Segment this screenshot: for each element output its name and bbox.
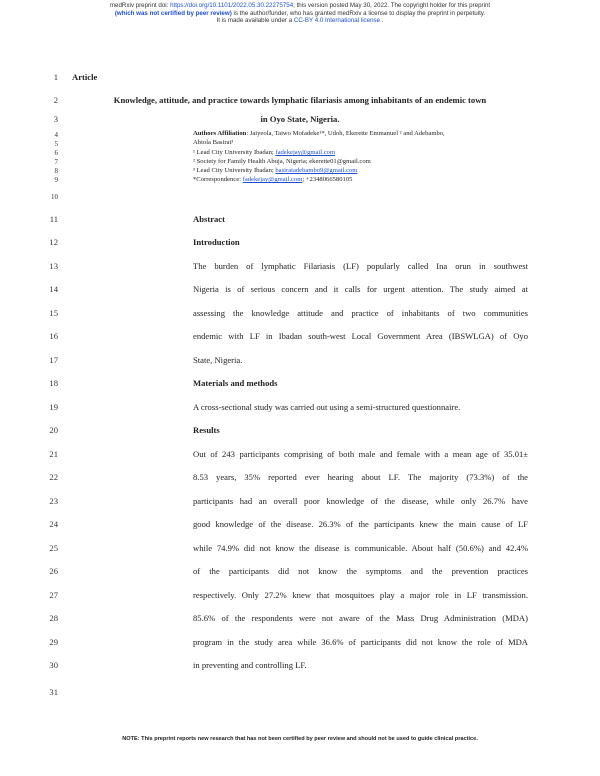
intro-line: State, Nigeria. xyxy=(193,355,243,365)
header-text: . xyxy=(380,17,384,25)
line-number: 13 xyxy=(49,261,58,271)
correspondence-label: *Correspondence: xyxy=(193,176,243,183)
preprint-header xyxy=(0,2,600,25)
line-number: 24 xyxy=(49,519,58,529)
line-number: 29 xyxy=(49,637,58,647)
authors-affiliation-label: Authors Affiliation xyxy=(193,130,247,137)
line-number: 6 xyxy=(54,149,58,157)
intro-line: assessing the knowledge attitude and practice of inhabitants of two communities xyxy=(193,308,528,318)
line-number: 26 xyxy=(49,566,58,576)
line-number: 12 xyxy=(49,237,58,247)
results-heading: Results xyxy=(193,425,220,435)
line-number: 20 xyxy=(49,425,58,435)
line-number: 14 xyxy=(49,284,58,294)
results-line: participants had an overall poor knowledge of the disease, while only 26.7% have xyxy=(193,496,528,506)
line-number: 1 xyxy=(53,72,58,82)
affiliation-1 xyxy=(193,149,335,156)
line-number: 5 xyxy=(54,140,58,148)
line-number: 30 xyxy=(49,660,58,670)
line-number: 21 xyxy=(49,449,58,459)
author-list xyxy=(193,130,445,137)
results-line: of the participants did not know the symptoms and the prevention practices xyxy=(193,566,528,576)
peer-review-notice: (which was not certified by peer review) xyxy=(114,9,232,17)
paper-title-line-1: Knowledge, attitude, and practice towards lymphatic filariasis among inhabitants of an endemic town xyxy=(113,95,487,105)
line-number: 7 xyxy=(54,158,58,166)
license-link[interactable]: CC-BY 4.0 International license xyxy=(293,17,381,25)
abstract-heading: Abstract xyxy=(193,214,225,224)
line-number: 18 xyxy=(49,378,58,388)
line-number: 28 xyxy=(49,613,58,623)
line-number: 16 xyxy=(49,331,58,341)
affiliation-text: ³ Lead City University Ibadan; xyxy=(193,167,276,174)
results-line: Out of 243 participants comprising of both male and female with a mean age of 35.01± xyxy=(193,449,528,459)
header-text: ; this version posted May 30, 2022. The copyright holder for this preprint xyxy=(293,2,491,9)
results-line: in preventing and controlling LF. xyxy=(193,660,307,670)
affiliation-text: ¹ Lead City University Ibadan; xyxy=(193,149,276,156)
header-text: medRxiv preprint doi: xyxy=(109,2,171,9)
header-line-3 xyxy=(0,17,600,25)
article-label: Article xyxy=(72,72,98,82)
line-number: 9 xyxy=(54,176,58,184)
paper-title-line-2: in Oyo State, Nigeria. xyxy=(260,114,340,124)
introduction-heading: Introduction xyxy=(193,237,240,247)
header-line-1 xyxy=(0,2,600,10)
results-line: 8.53 years, 35% reported ever hearing about LF. The majority (73.3%) of the xyxy=(193,472,528,482)
line-number: 15 xyxy=(49,308,58,318)
correspondence-email-link[interactable]: fadekejay@gmail.com xyxy=(242,176,303,183)
line-number: 3 xyxy=(53,114,58,124)
author-names-continued: Abiola Basirat³ xyxy=(193,139,234,146)
line-number: 31 xyxy=(49,687,58,697)
intro-line: The burden of lymphatic Filariasis (LF) popularly called Ina orun in southwest xyxy=(193,261,528,271)
author-names: : Jaiyeola, Taiwo Mofadeke¹*, Udoh, Ekerette Emmanuel ² and Adebambo, xyxy=(246,130,445,137)
email-link-3[interactable]: basiratadebambo9@gmail.com xyxy=(275,167,358,174)
affiliation-2: ² Society for Family Health Abuja, Nigeria; ekerette01@gmail.com xyxy=(193,158,371,165)
correspondence-phone: ; +2348066580105 xyxy=(302,176,353,183)
line-number: 11 xyxy=(49,214,58,224)
header-line-2 xyxy=(0,10,600,18)
doi-link[interactable]: https://doi.org/10.1101/2022.05.30.22275754 xyxy=(170,2,294,9)
methods-line: A cross-sectional study was carried out using a semi-structured questionnaire. xyxy=(193,402,461,412)
line-number: 10 xyxy=(51,193,58,201)
intro-line: endemic with LF in Ibadan south-west Local Government Area (IBSWLGA) of Oyo xyxy=(193,331,528,341)
results-line: good knowledge of the disease. 26.3% of the participants knew the main cause of LF xyxy=(193,519,528,529)
correspondence xyxy=(193,176,352,183)
affiliation-3 xyxy=(193,167,357,174)
results-line: respectively. Only 27.2% knew that mosquitoes play a major role in LF transmission. xyxy=(193,590,528,600)
line-number: 17 xyxy=(49,355,58,365)
intro-line: Nigeria is of serious concern and it calls for urgent attention. The study aimed at xyxy=(193,284,528,294)
line-number: 27 xyxy=(49,590,58,600)
header-text: is the author/funder, who has granted medRxiv a license to display the preprint in perpetuity. xyxy=(231,9,486,17)
line-number: 22 xyxy=(49,472,58,482)
line-number: 19 xyxy=(49,402,58,412)
line-number: 8 xyxy=(54,167,58,175)
line-number: 4 xyxy=(54,131,58,139)
results-line: program in the study area while 36.6% of participants did not know the role of MDA xyxy=(193,637,528,647)
email-link-1[interactable]: fadekejay@gmail.com xyxy=(275,149,336,156)
preprint-footer-note: NOTE: This preprint reports new research that has not been certified by peer review and should not be used to guide clinical practice. xyxy=(122,736,478,742)
results-line: while 74.9% did not know the disease is communicable. About half (50.6%) and 42.4% xyxy=(193,543,528,553)
results-line: 85.6% of the respondents were not aware of the Mass Drug Administration (MDA) xyxy=(193,613,528,623)
methods-heading: Materials and methods xyxy=(193,378,278,388)
line-number: 23 xyxy=(49,496,58,506)
line-number: 25 xyxy=(49,543,58,553)
line-number: 2 xyxy=(53,95,58,105)
header-text: It is made available under a xyxy=(216,17,294,25)
